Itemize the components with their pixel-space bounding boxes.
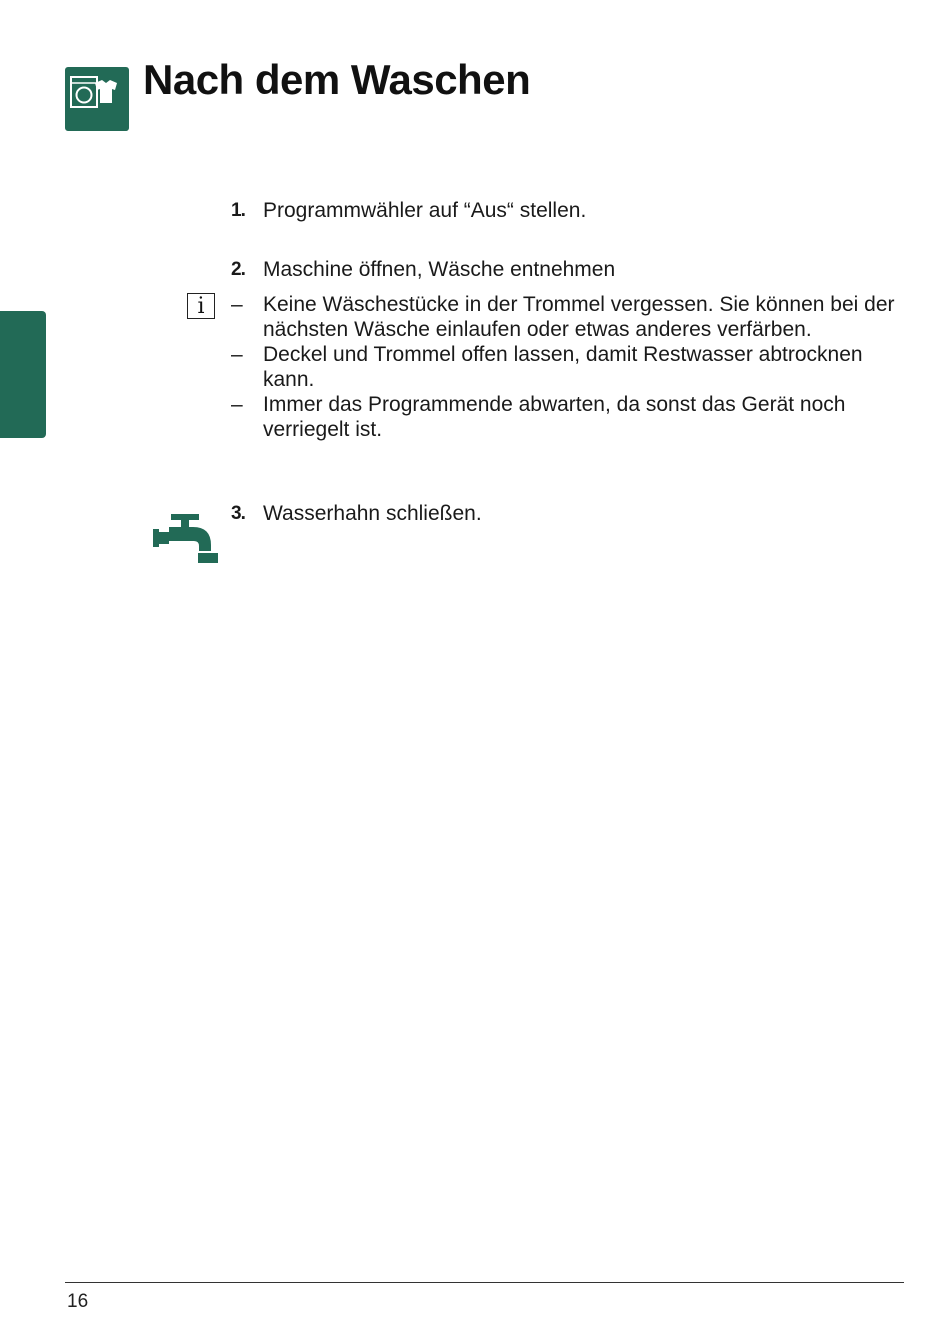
chapter-tab (0, 311, 46, 438)
step-number: 2. (231, 259, 245, 280)
bullet-dash: – (231, 393, 243, 416)
step-text: Programmwähler auf “Aus“ stellen. (263, 199, 587, 222)
footer-divider (65, 1282, 904, 1283)
list-item (231, 292, 911, 342)
step-text: Wasserhahn schließen. (263, 502, 482, 525)
info-bullet-list (231, 292, 911, 442)
bullet-text: Deckel und Trommel offen lassen, damit Restwasser abtrocknen kann. (263, 343, 863, 391)
bullet-text: Keine Wäschestücke in der Trommel vergessen. Sie können bei der nächsten Wäsche einlaufen oder etwas anderes verfärben. (263, 293, 895, 341)
laundry-icon (65, 67, 129, 131)
info-icon: i (187, 293, 215, 319)
page-title: Nach dem Waschen (143, 56, 531, 103)
bullet-dash: – (231, 293, 243, 316)
list-item (231, 392, 911, 442)
step-number: 1. (231, 200, 245, 221)
list-item (231, 342, 911, 392)
bullet-text: Immer das Programmende abwarten, da sonst das Gerät noch verriegelt ist. (263, 393, 846, 441)
bullet-dash: – (231, 343, 243, 366)
page-number: 16 (67, 1291, 89, 1312)
step-number: 3. (231, 503, 245, 524)
water-tap-icon (153, 513, 221, 570)
step-text: Maschine öffnen, Wäsche entnehmen (263, 258, 616, 281)
